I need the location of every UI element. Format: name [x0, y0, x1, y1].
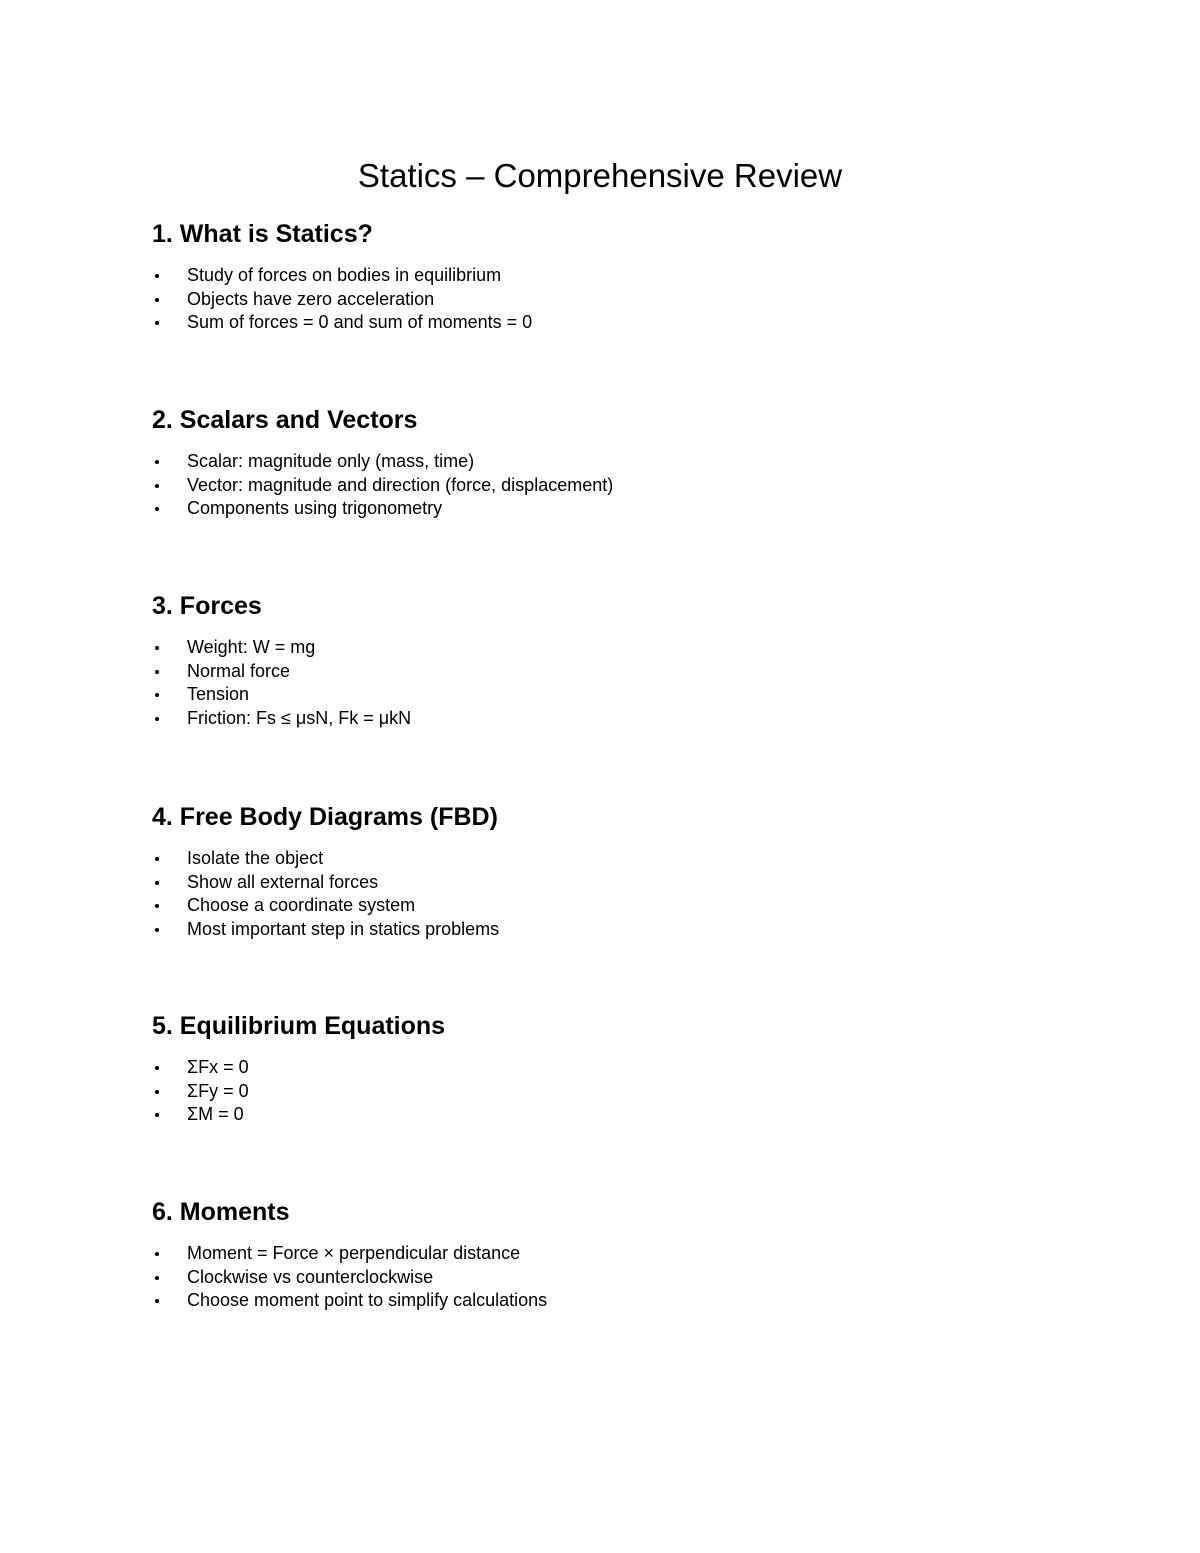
- section-what-is-statics: [152, 218, 1052, 332]
- bullet-icon: [155, 274, 159, 278]
- bullet-icon: [155, 717, 159, 721]
- list-item-text: Choose a coordinate system: [187, 895, 416, 915]
- section-heading: 2. Scalars and Vectors: [152, 406, 418, 434]
- list-item: [152, 636, 411, 660]
- bullet-icon: [155, 693, 159, 697]
- list-item: [152, 707, 411, 731]
- list-item: [152, 497, 613, 521]
- bullet-icon: [155, 928, 159, 932]
- section-heading: 5. Equilibrium Equations: [152, 1012, 446, 1040]
- list-item-text: Isolate the object: [187, 848, 324, 868]
- list-item-text: Vector: magnitude and direction (force, displacement): [187, 474, 614, 495]
- bullet-list: [152, 450, 613, 521]
- section-heading: 4. Free Body Diagrams (FBD): [152, 803, 498, 831]
- section-free-body-diagrams: [152, 801, 1052, 939]
- bullet-icon: [155, 1113, 159, 1117]
- list-item: [152, 894, 499, 918]
- list-item: [152, 474, 613, 498]
- bullet-icon: [155, 1066, 159, 1070]
- bullet-icon: [155, 507, 159, 511]
- bullet-icon: [155, 1090, 159, 1094]
- section-heading: 6. Moments: [152, 1198, 290, 1226]
- list-item-text: ΣFy = 0: [187, 1080, 249, 1101]
- list-item: [152, 918, 499, 942]
- bullet-icon: [155, 298, 159, 302]
- bullet-icon: [155, 484, 159, 488]
- list-item: [152, 683, 411, 707]
- bullet-icon: [155, 857, 159, 861]
- list-item: [152, 1242, 547, 1266]
- list-item: [152, 1266, 547, 1290]
- bullet-icon: [155, 321, 159, 325]
- document-title: Statics – Comprehensive Review: [357, 157, 843, 194]
- bullet-icon: [155, 460, 159, 464]
- list-item: [152, 1289, 547, 1313]
- list-item-text: ΣFx = 0: [187, 1057, 249, 1077]
- list-item-text: Choose moment point to simplify calculations: [187, 1290, 548, 1310]
- list-item: [152, 450, 613, 474]
- list-item-text: Normal force: [187, 660, 291, 681]
- list-item-text: Tension: [187, 684, 250, 704]
- bullet-icon: [155, 1276, 159, 1280]
- list-item: [152, 264, 532, 288]
- list-item: [152, 660, 411, 684]
- bullet-icon: [155, 881, 159, 885]
- list-item: [152, 871, 499, 895]
- bullet-list: [152, 1056, 249, 1127]
- list-item: [152, 311, 532, 335]
- list-item-text: Scalar: magnitude only (mass, time): [187, 451, 475, 471]
- bullet-list: [152, 1242, 547, 1313]
- bullet-icon: [155, 1299, 159, 1303]
- list-item: [152, 1056, 249, 1080]
- list-item-text: Sum of forces = 0 and sum of moments = 0: [187, 312, 533, 332]
- list-item-text: Objects have zero acceleration: [187, 288, 435, 309]
- section-scalars-and-vectors: [152, 404, 1052, 518]
- list-item-text: Moment = Force × perpendicular distance: [187, 1243, 521, 1263]
- section-forces: [152, 590, 1052, 728]
- section-heading: 1. What is Statics?: [152, 220, 373, 248]
- list-item-text: Most important step in statics problems: [187, 918, 500, 939]
- list-item-text: Study of forces on bodies in equilibrium: [187, 265, 502, 285]
- list-item: [152, 847, 499, 871]
- list-item: [152, 1080, 249, 1104]
- section-moments: [152, 1196, 1052, 1310]
- list-item-text: Clockwise vs counterclockwise: [187, 1266, 434, 1287]
- list-item-text: ΣM = 0: [187, 1104, 244, 1124]
- bullet-icon: [155, 646, 159, 650]
- list-item: [152, 1103, 249, 1127]
- list-item-text: Components using trigonometry: [187, 498, 443, 518]
- bullet-list: [152, 847, 499, 941]
- bullet-list: [152, 636, 411, 730]
- list-item: [152, 288, 532, 312]
- bullet-icon: [155, 670, 159, 674]
- bullet-list: [152, 264, 532, 335]
- list-item-text: Friction: Fs ≤ μsN, Fk = μkN: [187, 707, 412, 728]
- section-equilibrium-equations: [152, 1010, 1052, 1124]
- section-heading: 3. Forces: [152, 592, 262, 620]
- bullet-icon: [155, 904, 159, 908]
- bullet-icon: [155, 1252, 159, 1256]
- list-item-text: Weight: W = mg: [187, 637, 316, 657]
- list-item-text: Show all external forces: [187, 871, 379, 892]
